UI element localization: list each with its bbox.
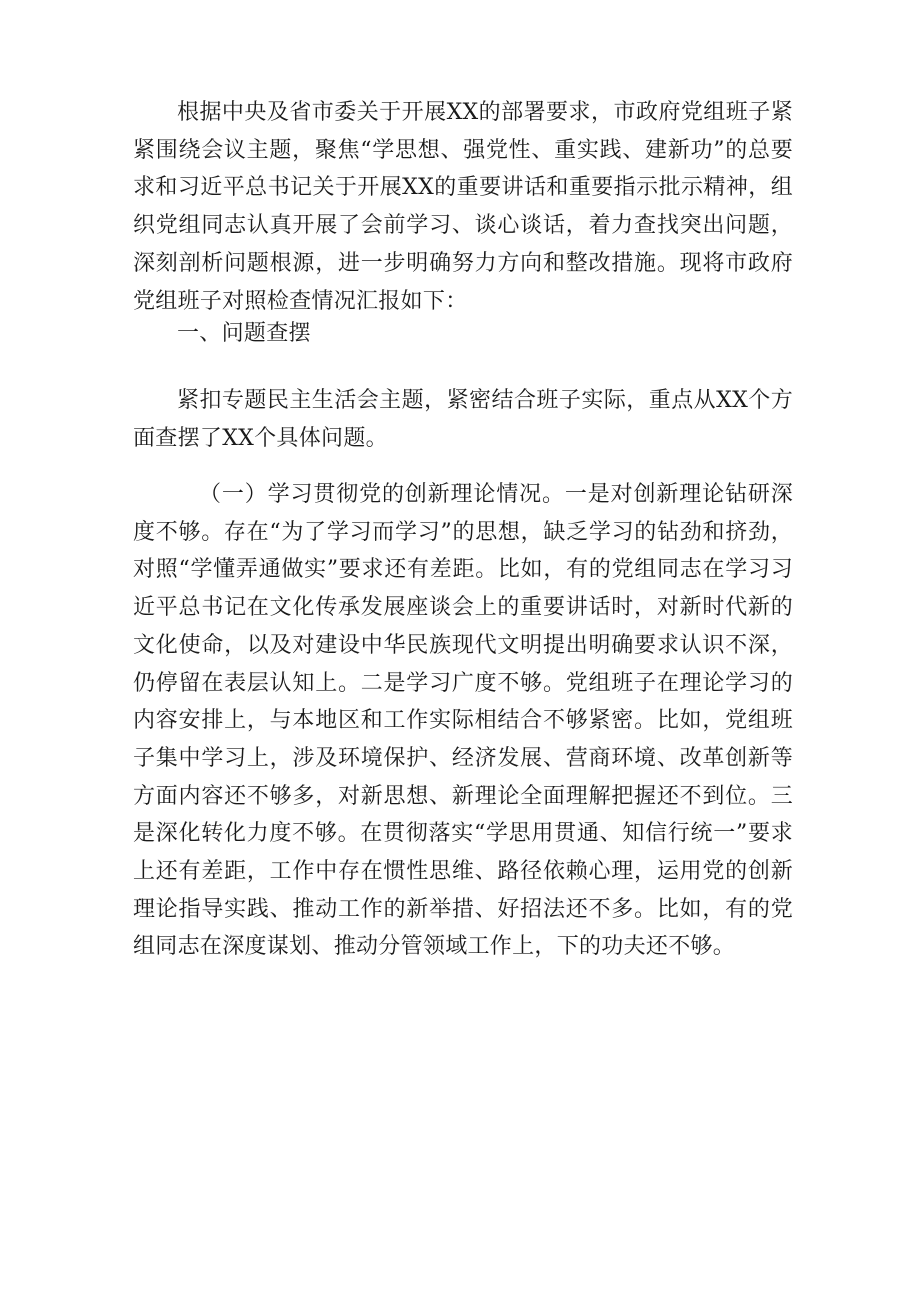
overview-paragraph: 紧扣专题民主生活会主题，紧密结合班子实际，重点从XX个方面查摆了XX个具体问题。 [133,388,793,451]
intro-paragraph: 根据中央及省市委关于开展XX的部署要求，市政府党组班子紧紧围绕会议主题，聚焦“学思想、强党性、重实践、建新功”的总要求和习近平总书记关于开展XX的重要讲话和重要指示批示精神，组织党组同志认真开展了会前学习、谈心谈话，着力查找突出问题，深刻剖析问题根源，进一步明确努力方向和整改措施。现将市政府党组班子对照检查情况汇报如下： [133,100,793,314]
section-heading: 一、问题查摆 [177,321,311,346]
subsection-1-paragraph: （一）学习贯彻党的创新理论情况。一是对创新理论钻研深度不够。存在“为了学习而学习”的思想，缺乏学习的钻劲和挤劲，对照“学懂弄通做实”要求还有差距。比如，有的党组同志在学习习近平总书记在文化传承发展座谈会上的重要讲话时，对新时代新的文化使命，以及对建设中华民族现代文明提出明确要求认识不深，仍停留在表层认知上。二是学习广度不够。党组班子在理论学习的内容安排上，与本地区和工作实际相结合不够紧密。比如，党组班子集中学习上，涉及环境保护、经济发展、营商环境、改革创新等方面内容还不够多，对新思想、新理论全面理解把握还不到位。三是深化转化力度不够。在贯彻落实“学思用贯通、知信行统一”要求上还有差距，工作中存在惯性思维、路径依赖心理，运用党的创新理论指导实践、推动工作的新举措、好招法还不多。比如，有的党组同志在深度谋划、推动分管领域工作上，下的功夫还不够。 [133,482,793,960]
